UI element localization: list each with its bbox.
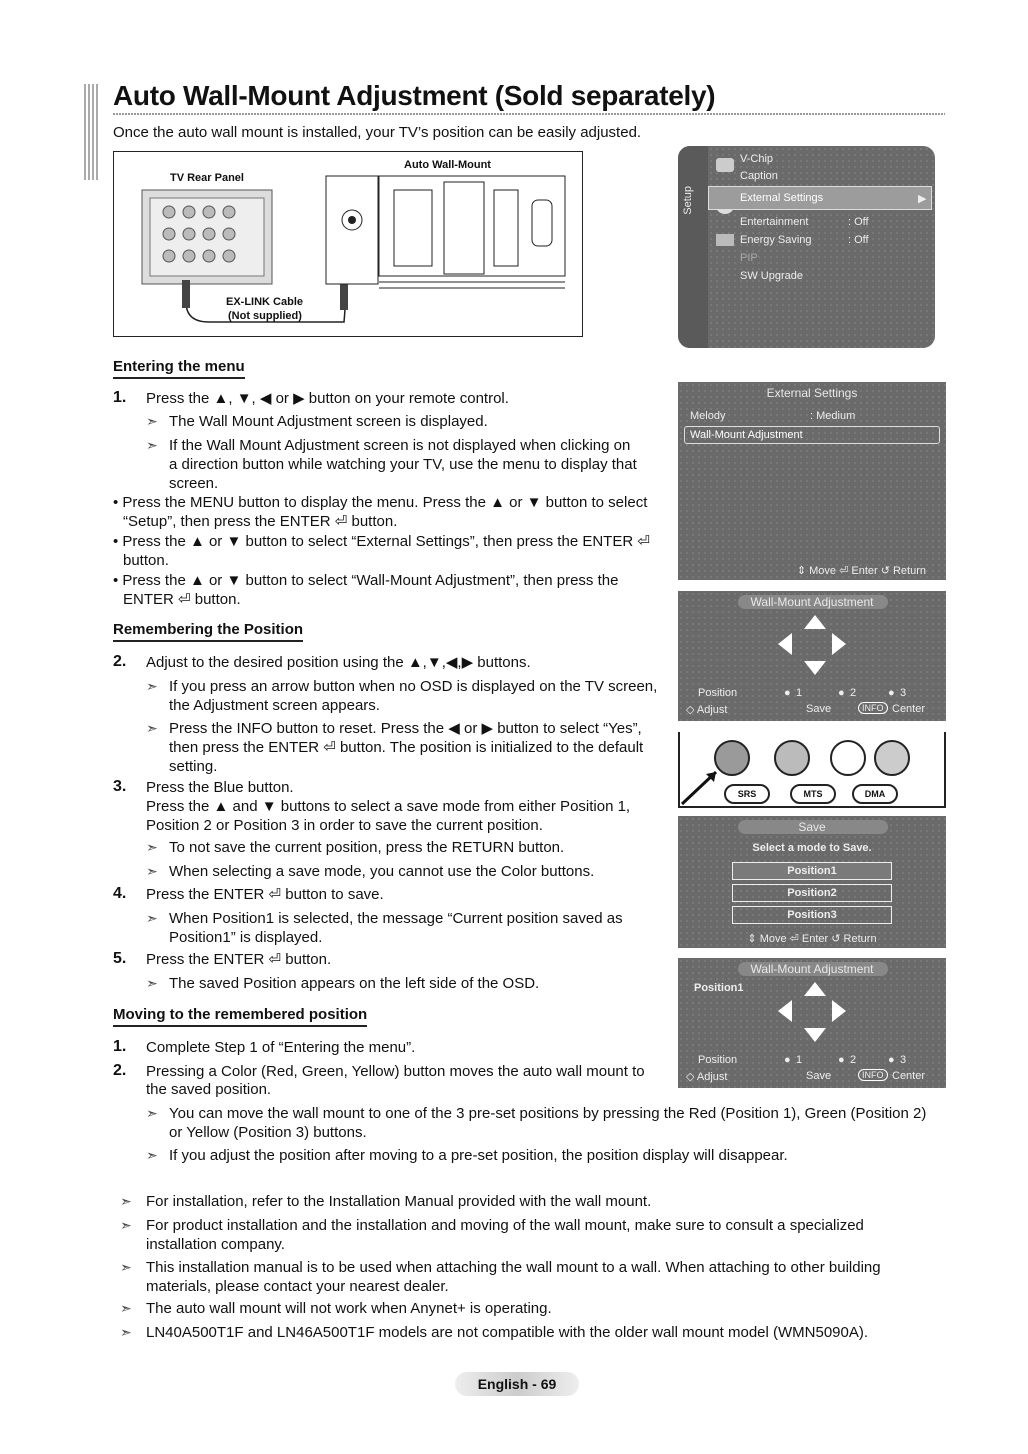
osd-title: Save <box>798 820 826 834</box>
general-note: LN40A500T1F and LN46A500T1F models are not compatible with the older wall mount model (WMN5090A). <box>146 1324 869 1341</box>
step-text: the saved position. <box>146 1081 272 1098</box>
yellow-button-icon <box>830 740 866 776</box>
osd-item: Energy Saving <box>740 234 812 246</box>
save-option-position3: Position3 <box>732 906 892 924</box>
osd-item-value: : Medium <box>810 410 856 422</box>
note-text: When Position1 is selected, the message “Current position saved as <box>169 910 623 927</box>
dma-button: DMA <box>852 784 898 804</box>
step-text: Complete Step 1 of “Entering the menu”. <box>146 1039 416 1056</box>
note-arrow-icon: ➣ <box>146 1105 158 1121</box>
note-arrow-icon: ➣ <box>120 1324 132 1340</box>
arrow-down-icon <box>804 1028 826 1042</box>
osd-title: Wall-Mount Adjustment <box>750 962 874 976</box>
note-text: If you press an arrow button when no OSD is displayed on the TV screen, <box>169 678 658 695</box>
yellow-button-icon: ● <box>888 687 895 699</box>
note-text: If the Wall Mount Adjustment screen is not displayed when clicking on <box>169 437 631 454</box>
green-button-icon <box>774 740 810 776</box>
note-text: the Adjustment screen appears. <box>169 697 380 714</box>
step-text: Position 2 or Position 3 in order to save the current position. <box>146 817 543 834</box>
step-number: 3. <box>113 778 127 795</box>
title-rule <box>113 113 945 115</box>
osd-adjust-label: ◇ Adjust <box>686 704 728 716</box>
intro-text: Once the auto wall mount is installed, your TV’s position can be easily adjusted. <box>113 124 642 141</box>
step-text: Pressing a Color (Red, Green, Yellow) button moves the auto wall mount to <box>146 1063 645 1080</box>
arrow-up-icon <box>804 982 826 996</box>
page-number: English - 69 <box>455 1372 579 1396</box>
bullet-text: • Press the MENU button to display the menu. Press the ▲ or ▼ button to select <box>113 494 648 511</box>
osd-item: V-Chip <box>740 153 774 165</box>
note-text: To not save the current position, press the RETURN button. <box>169 839 565 856</box>
arrow-left-icon <box>778 633 792 655</box>
step-text: Press the Blue button. <box>146 779 294 796</box>
note-arrow-icon: ➣ <box>120 1300 132 1316</box>
arrow-left-icon <box>778 1000 792 1022</box>
step-text: Adjust to the desired position using the ▲,▼,◀,▶ buttons. <box>146 654 531 671</box>
osd-adjust-label: ◇ Adjust <box>686 1071 728 1083</box>
osd-footer: ⇕ Move ⏎ Enter ↺ Return <box>747 933 877 945</box>
note-arrow-icon: ➣ <box>146 720 158 736</box>
blue-button-icon <box>874 740 910 776</box>
note-arrow-icon: ➣ <box>146 678 158 694</box>
note-arrow-icon: ➣ <box>146 910 158 926</box>
note-text: The Wall Mount Adjustment screen is displayed. <box>169 413 488 430</box>
chevron-right-icon: ▶ <box>918 193 927 205</box>
osd-title: Wall-Mount Adjustment <box>750 595 874 609</box>
input-icon <box>716 234 734 246</box>
osd-position-label: Position <box>698 687 738 699</box>
note-text: then press the ENTER ⏎ button. The position is initialized to the default <box>169 739 644 756</box>
arrow-up-icon <box>804 615 826 629</box>
cable-label-line2: (Not supplied) <box>228 310 302 322</box>
general-note: The auto wall mount will not work when Anynet+ is operating. <box>146 1300 552 1317</box>
saved-position-label: Position1 <box>694 982 744 994</box>
osd-center-label: Center <box>892 1070 926 1082</box>
note-text: If you adjust the position after moving to a pre-set position, the position display will disappear. <box>169 1147 788 1164</box>
general-note: materials, please contact your nearest dealer. <box>146 1278 449 1295</box>
position-number: 1 <box>796 1054 803 1066</box>
bullet-text: • Press the ▲ or ▼ button to select “Wall-Mount Adjustment”, then press the <box>113 572 619 589</box>
pointer-arrow-icon <box>680 766 720 806</box>
osd-prompt: Select a mode to Save. <box>752 842 872 854</box>
green-button-icon: ● <box>838 1054 845 1066</box>
osd-side-label: Setup <box>682 186 694 215</box>
note-text: screen. <box>169 475 219 492</box>
srs-button: SRS <box>724 784 770 804</box>
position-number: 2 <box>850 1054 857 1066</box>
note-text: or Yellow (Position 3) buttons. <box>169 1124 367 1141</box>
note-text: You can move the wall mount to one of the 3 pre-set positions by pressing the Red (Position 1), Green (Position 2) <box>169 1105 927 1122</box>
osd-save-label: Save <box>806 703 832 715</box>
osd-item-value: : Off <box>848 216 869 228</box>
step-number: 2. <box>113 1062 127 1079</box>
note-arrow-icon: ➣ <box>146 863 158 879</box>
note-text: setting. <box>169 758 218 775</box>
note-text: The saved Position appears on the left side of the OSD. <box>169 975 540 992</box>
osd-save-label: Save <box>806 1070 832 1082</box>
red-button-icon: ● <box>784 687 791 699</box>
osd-item: PIP <box>740 252 758 264</box>
osd-position-label: Position <box>698 1054 738 1066</box>
note-text: a direction button while watching your TV, use the menu to display that <box>169 456 637 473</box>
osd-center-label: Center <box>892 703 926 715</box>
bullet-text: “Setup”, then press the ENTER ⏎ button. <box>123 513 398 530</box>
note-arrow-icon: ➣ <box>120 1217 132 1233</box>
general-note: installation company. <box>146 1236 285 1253</box>
arrow-down-icon <box>804 661 826 675</box>
connection-diagram <box>113 151 583 337</box>
bullet-text: ENTER ⏎ button. <box>123 591 241 608</box>
remote-closeup <box>678 732 946 808</box>
osd-item-selected: External Settings <box>740 192 824 204</box>
osd-item: Caption <box>740 170 778 182</box>
position-number: 3 <box>900 687 907 699</box>
tv-rear-panel-label: TV Rear Panel <box>170 172 244 184</box>
green-button-icon: ● <box>838 687 845 699</box>
note-arrow-icon: ➣ <box>146 413 158 429</box>
step-text: Press the ▲ and ▼ buttons to select a save mode from either Position 1, <box>146 798 631 815</box>
osd-item: SW Upgrade <box>740 270 803 282</box>
note-text: Position1” is displayed. <box>169 929 323 946</box>
save-option-position1: Position1 <box>732 862 892 880</box>
note-arrow-icon: ➣ <box>120 1259 132 1275</box>
step-number: 5. <box>113 950 127 967</box>
red-button-icon: ● <box>784 1054 791 1066</box>
general-note: For product installation and the installation and moving of the wall mount, make sure to consult a specialized <box>146 1217 864 1234</box>
step-number: 2. <box>113 653 127 670</box>
arrow-right-icon <box>832 1000 846 1022</box>
osd-item: Entertainment <box>740 216 809 228</box>
diagram-illustration <box>114 152 581 335</box>
osd-wall-mount-adjustment <box>678 591 946 721</box>
auto-wall-mount-label: Auto Wall-Mount <box>404 159 491 171</box>
mts-button: MTS <box>790 784 836 804</box>
osd-item-value: : Off <box>848 234 869 246</box>
heading-moving-position: Moving to the remembered position <box>113 1006 367 1027</box>
osd-item: Melody <box>690 410 726 422</box>
step-text: Press the ENTER ⏎ button. <box>146 951 332 968</box>
osd-footer: ⇕ Move ⏎ Enter ↺ Return <box>796 565 926 577</box>
step-text: Press the ▲, ▼, ◀ or ▶ button on your remote control. <box>146 390 509 407</box>
arrow-right-icon <box>832 633 846 655</box>
osd-save <box>678 816 946 948</box>
osd-external-settings <box>678 382 946 580</box>
info-icon: INFO <box>858 702 888 714</box>
note-arrow-icon: ➣ <box>120 1193 132 1209</box>
step-number: 4. <box>113 885 127 902</box>
side-decoration <box>84 84 100 180</box>
position-number: 2 <box>850 687 857 699</box>
osd-item-selected: Wall-Mount Adjustment <box>690 429 803 441</box>
yellow-button-icon: ● <box>888 1054 895 1066</box>
note-text: When selecting a save mode, you cannot use the Color buttons. <box>169 863 595 880</box>
step-text: Press the ENTER ⏎ button to save. <box>146 886 384 903</box>
osd-title: External Settings <box>766 386 858 400</box>
heading-remembering-position: Remembering the Position <box>113 621 303 642</box>
note-arrow-icon: ➣ <box>146 437 158 453</box>
note-arrow-icon: ➣ <box>146 975 158 991</box>
general-note: This installation manual is to be used when attaching the wall mount to a wall. When attaching to other building <box>146 1259 881 1276</box>
osd-setup-menu <box>678 146 935 348</box>
bullet-text: • Press the ▲ or ▼ button to select “External Settings”, then press the ENTER ⏎ <box>113 533 650 550</box>
note-arrow-icon: ➣ <box>146 1147 158 1163</box>
info-icon: INFO <box>858 1069 888 1081</box>
page-title: Auto Wall-Mount Adjustment (Sold separately) <box>113 80 716 111</box>
step-number: 1. <box>113 389 127 406</box>
note-arrow-icon: ➣ <box>146 839 158 855</box>
step-number: 1. <box>113 1038 127 1055</box>
cable-label-line1: EX-LINK Cable <box>226 296 304 308</box>
note-text: Press the INFO button to reset. Press the ◀ or ▶ button to select “Yes”, <box>169 720 642 737</box>
position-number: 3 <box>900 1054 907 1066</box>
osd-wall-mount-saved <box>678 958 946 1088</box>
position-number: 1 <box>796 687 803 699</box>
picture-icon <box>716 158 734 172</box>
save-option-position2: Position2 <box>732 884 892 902</box>
heading-entering-menu: Entering the menu <box>113 358 245 379</box>
general-note: For installation, refer to the Installation Manual provided with the wall mount. <box>146 1193 652 1210</box>
bullet-text: button. <box>123 552 169 569</box>
